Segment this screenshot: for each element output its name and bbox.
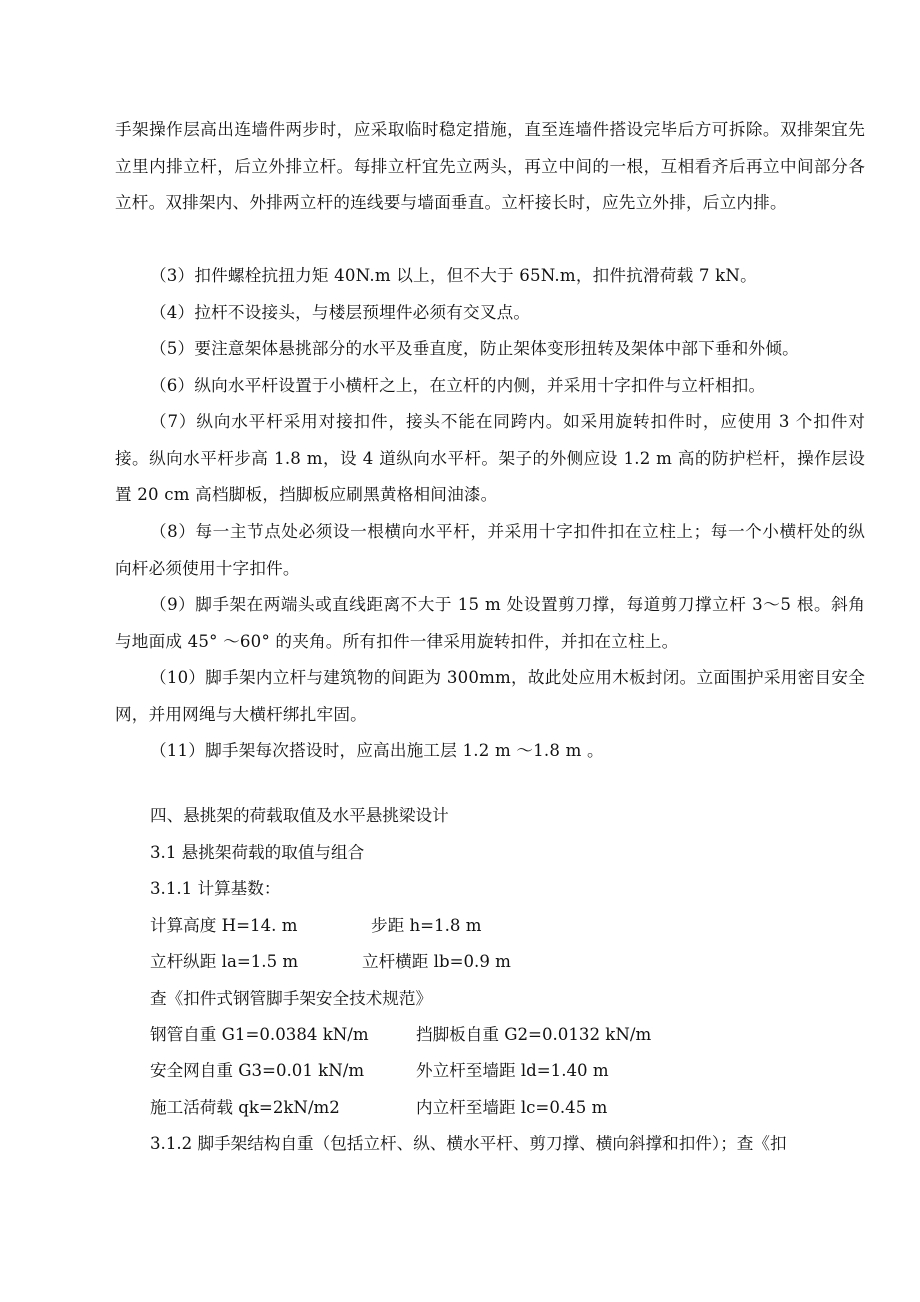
paragraph-1: 手架操作层高出连墙件两步时，应采取临时稳定措施，直至连墙件搭设完毕后方可拆除。双排架宜先立里内排立杆，后立外排立杆。每排立杆宜先立两头，再立中间的一根，互相看齐后再立中间部分各立杆。双排架内、外排两立杆的连线要与墙面垂直。立杆接长时，应先立外排，后立内排。 bbox=[115, 120, 865, 212]
param-longitudinal-spacing: 立杆纵距 la=1.5 m bbox=[150, 952, 299, 971]
section-heading: 四、悬挑架的荷载取值及水平悬挑梁设计 bbox=[150, 806, 449, 825]
paragraph-item-7: （7）纵向水平杆采用对接扣件，接头不能在同跨内。如采用旋转扣件时，应使用 3 个扣件对接。纵向水平杆步高 1.8 m，设 4 道纵向水平杆。架子的外侧应设 1.2 m 高的防护栏杆，操作层设置 20 cm 高档脚板，挡脚板应刷黑黄格相间油漆。 bbox=[115, 412, 865, 504]
paragraph-item-4: （4）拉杆不设接头，与楼层预埋件必须有交叉点。 bbox=[150, 303, 531, 322]
distance-outer-pole: 外立杆至墙距 ld=1.40 m bbox=[416, 1061, 609, 1080]
distance-inner-pole: 内立杆至墙距 lc=0.45 m bbox=[416, 1098, 608, 1117]
paragraph-item-3: （3）扣件螺栓抗扭力矩 40N.m 以上，但不大于 65N.m，扣件抗滑荷载 7 kN。 bbox=[150, 266, 757, 285]
param-transverse-spacing: 立杆横距 lb=0.9 m bbox=[362, 952, 511, 971]
reference-line: 查《扣件式钢管脚手架安全技术规范》 bbox=[150, 989, 433, 1008]
last-line: 3.1.2 脚手架结构自重（包括立杆、纵、横水平杆、剪刀撑、横向斜撑和扣件）；查《扣 bbox=[150, 1134, 787, 1153]
load-safety-net: 安全网自重 G3=0.01 kN/m bbox=[150, 1061, 365, 1080]
paragraph-item-5: （5）要注意架体悬挑部分的水平及垂直度，防止架体变形扭转及架体中部下垂和外倾。 bbox=[150, 339, 799, 358]
load-toe-board: 挡脚板自重 G2=0.0132 kN/m bbox=[416, 1025, 652, 1044]
paragraph-item-8: （8）每一主节点处必须设一根横向水平杆，并采用十字扣件扣在立柱上；每一个小横杆处的纵向杆必须使用十字扣件。 bbox=[115, 522, 865, 578]
param-height: 计算高度 H=14. m bbox=[150, 916, 298, 935]
paragraph-item-10: （10）脚手架内立杆与建筑物的间距为 300mm，故此处应用木板封闭。立面围护采用密目安全网，并用网绳与大横杆绑扎牢固。 bbox=[115, 668, 865, 724]
paragraph-item-9: （9）脚手架在两端头或直线距离不大于 15 m 处设置剪刀撑，每道剪刀撑立杆 3～5 根。斜角与地面成 45° ～60° 的夹角。所有扣件一律采用旋转扣件，并扣在立柱上。 bbox=[115, 595, 865, 651]
param-step: 步距 h=1.8 m bbox=[371, 916, 482, 935]
paragraph-item-11: （11）脚手架每次搭设时，应高出施工层 1.2 m ～1.8 m 。 bbox=[150, 741, 604, 760]
load-live: 施工活荷载 qk=2kN/m2 bbox=[150, 1098, 340, 1117]
sub-heading: 3.1 悬挑架荷载的取值与组合 bbox=[150, 843, 365, 862]
paragraph-item-6: （6）纵向水平杆设置于小横杆之上，在立杆的内侧，并采用十字扣件与立杆相扣。 bbox=[150, 376, 766, 395]
load-steel-pipe: 钢管自重 G1=0.0384 kN/m bbox=[150, 1025, 369, 1044]
sub-sub-heading: 3.1.1 计算基数： bbox=[150, 879, 281, 898]
